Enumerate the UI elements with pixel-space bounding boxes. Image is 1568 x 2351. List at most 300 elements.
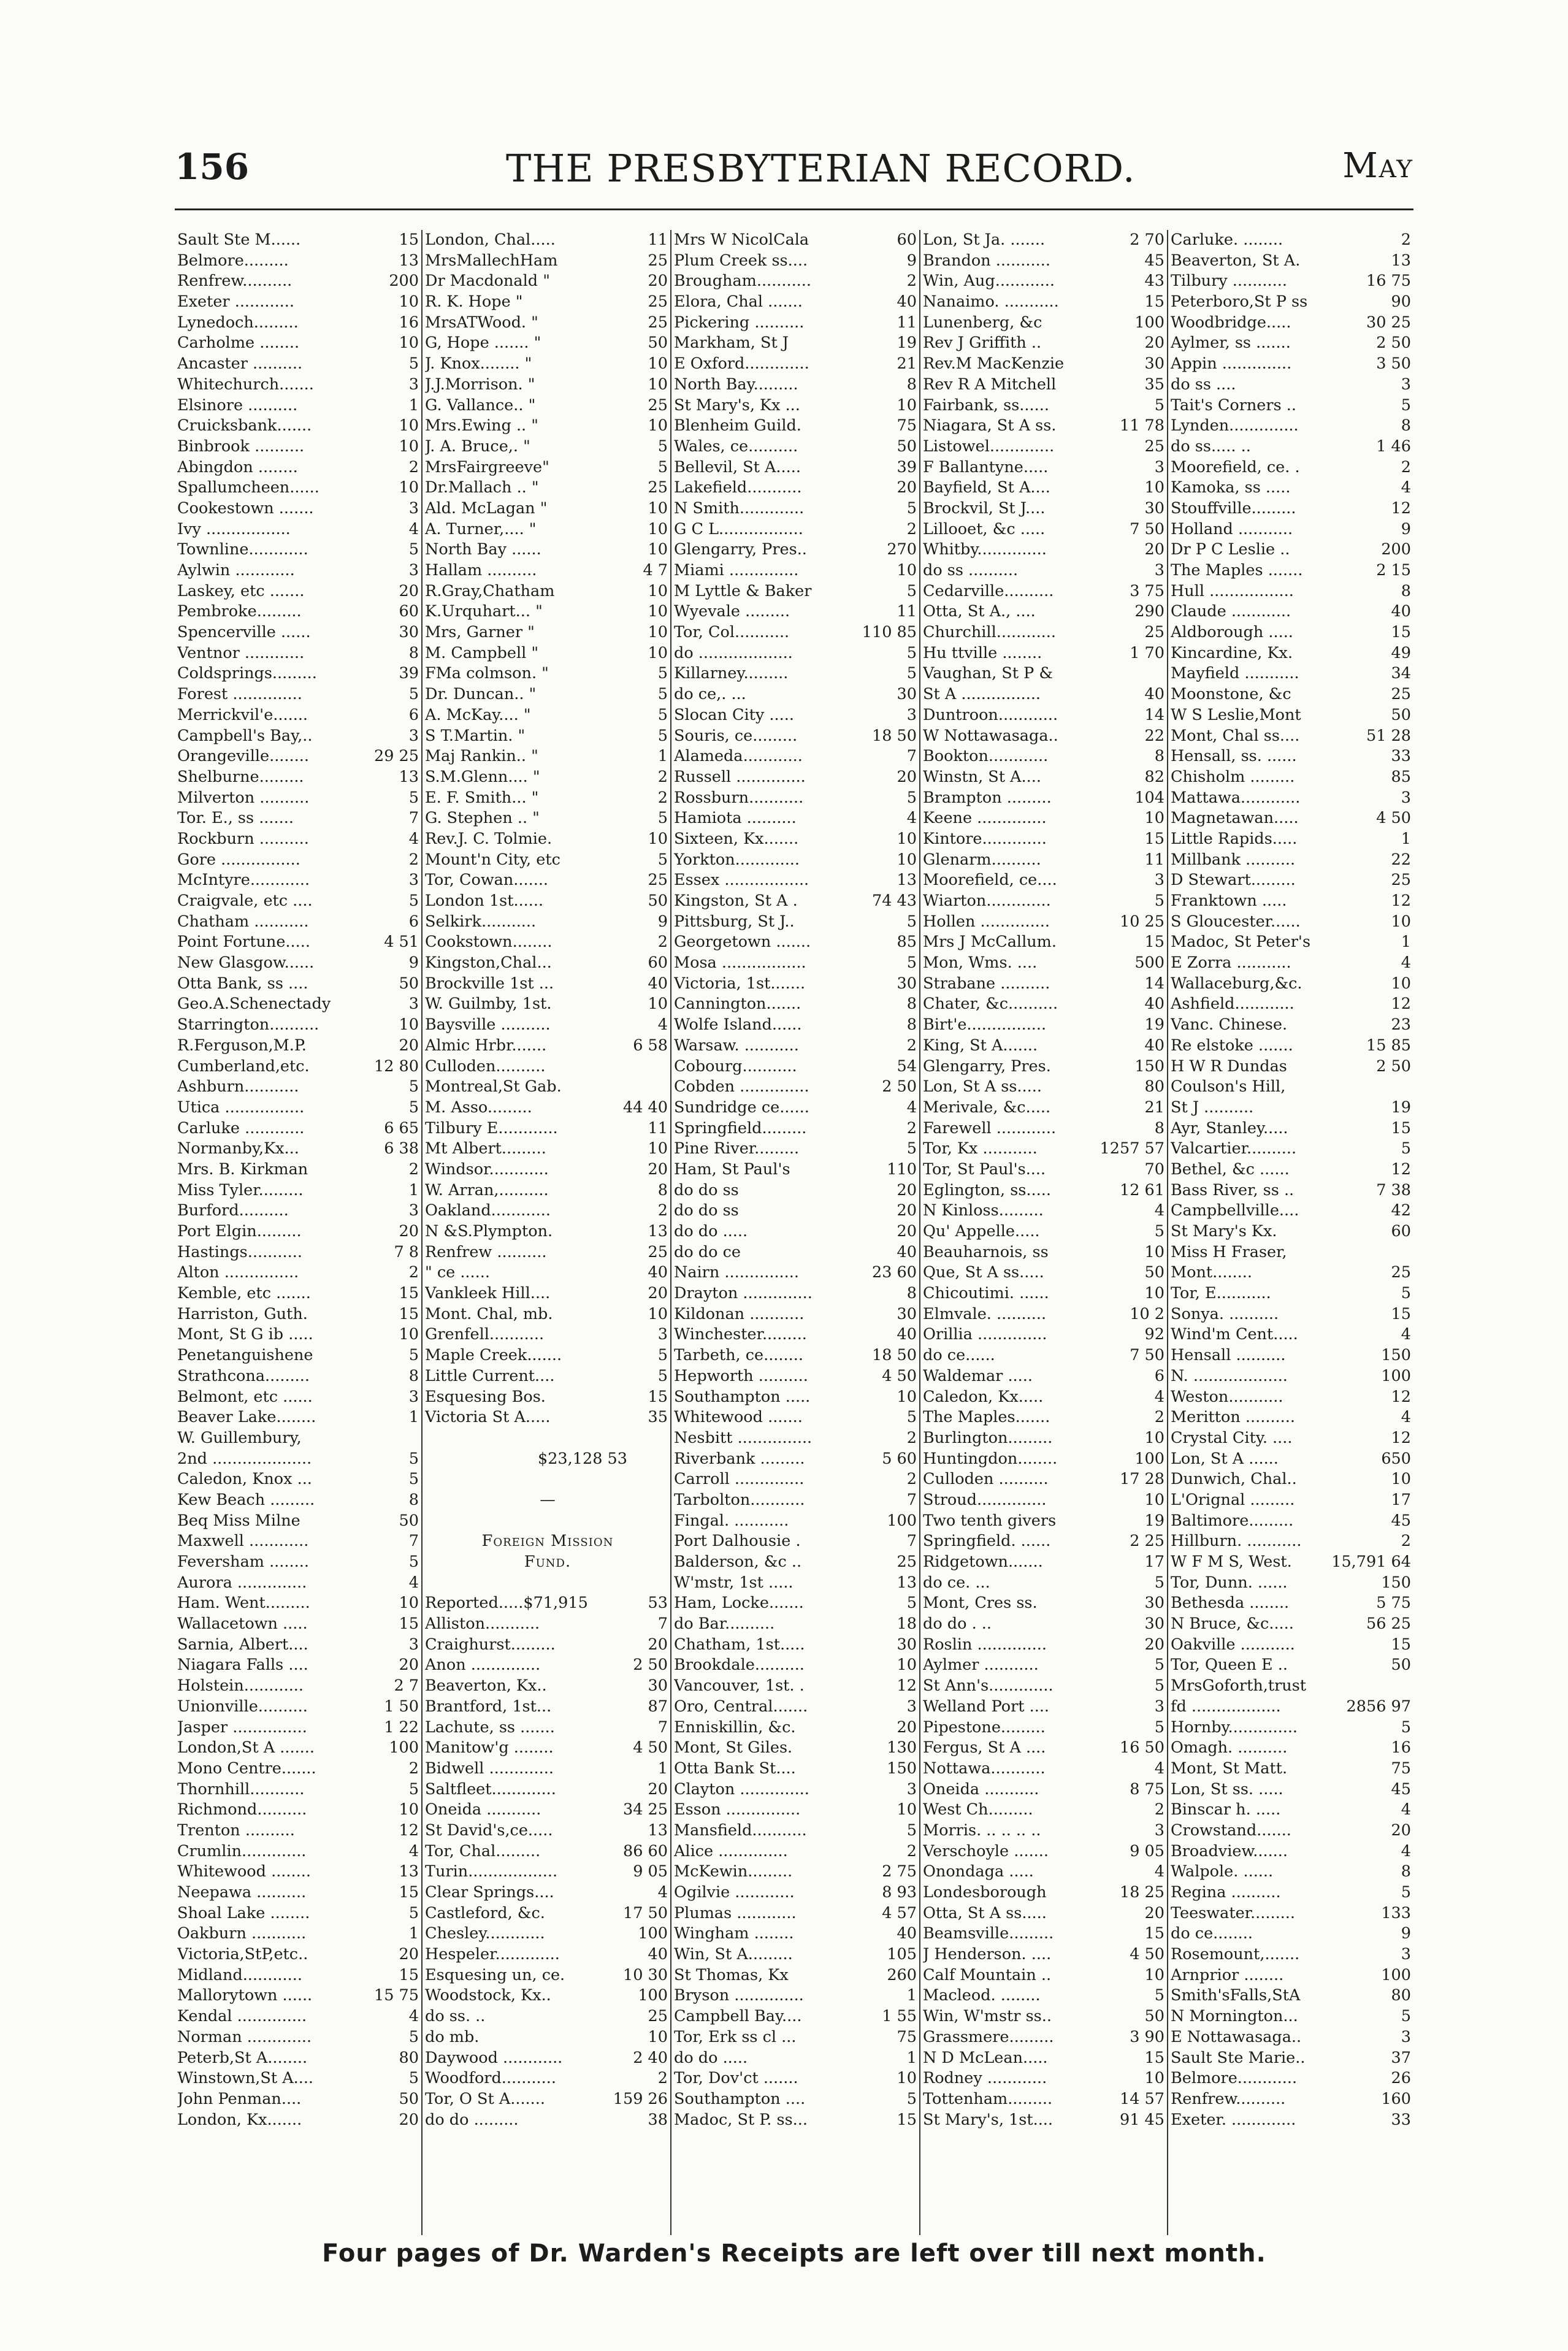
receipt-name: Millbank ..........: [1171, 850, 1296, 869]
receipt-amount: 13: [648, 1222, 668, 1240]
receipt-row: [923, 354, 1167, 375]
receipt-row: [1171, 746, 1413, 767]
receipt-row: [177, 560, 421, 581]
receipt-row: [177, 1944, 421, 1965]
receipt-amount: 86 60: [622, 1841, 668, 1860]
receipt-name: Burlington.........: [923, 1428, 1053, 1447]
receipt-name: Cedarville..........: [923, 581, 1054, 600]
receipt-row: [1171, 416, 1413, 437]
receipts-column-1: [175, 230, 421, 2235]
receipt-row: [177, 829, 421, 850]
receipt-amount: 4: [408, 829, 419, 848]
receipt-name: S Gloucester......: [1171, 912, 1301, 931]
receipt-name: Tor, Cowan.......: [425, 871, 549, 890]
receipt-amount: 5: [657, 685, 668, 704]
receipt-name: London, Kx.......: [177, 2110, 302, 2129]
receipt-row: [674, 767, 919, 788]
receipt-amount: 10: [399, 292, 419, 312]
receipt-row: [1171, 1883, 1413, 1903]
receipt-amount: 100: [1134, 313, 1165, 332]
receipt-row: [923, 1862, 1167, 1883]
receipt-amount: 5: [1154, 892, 1165, 910]
receipt-name: Aylmer, ss .......: [1171, 334, 1291, 353]
receipt-name: FMa colmson. ": [425, 664, 549, 683]
receipt-amount: 30: [1144, 1594, 1165, 1613]
receipt-name: Tarbolton...........: [674, 1490, 805, 1509]
receipt-amount: 85: [1391, 767, 1411, 786]
receipt-amount: 7: [657, 1615, 668, 1634]
receipt-name: Aurora ..............: [177, 1573, 307, 1592]
receipt-name: New Glasgow......: [177, 954, 315, 973]
receipt-row: [177, 2048, 421, 2069]
receipt-row: [674, 1573, 919, 1594]
receipt-row: [177, 953, 421, 974]
receipt-name: Nottawa...........: [923, 1759, 1046, 1778]
receipt-amount: 37: [1391, 2048, 1411, 2067]
receipt-name: Glenarm..........: [923, 850, 1041, 869]
receipt-name: Weston...........: [1171, 1387, 1283, 1406]
receipt-name: do do .........: [425, 2110, 519, 2129]
receipt-row: [177, 1593, 421, 1614]
receipt-amount: 5: [1154, 1573, 1165, 1592]
receipt-amount: 5: [906, 1594, 917, 1613]
receipt-amount: 30: [1144, 499, 1165, 518]
receipt-name: Churchill............: [923, 623, 1056, 642]
receipt-name: Esquesing un, ce.: [425, 1965, 565, 1984]
receipt-row: [177, 2006, 421, 2027]
receipt-row: [425, 1387, 670, 1408]
receipt-name: Rev R A Mitchell: [923, 375, 1057, 394]
receipt-row: [923, 1201, 1167, 1221]
receipt-name: Dr P C Leslie ..: [1171, 540, 1290, 559]
receipt-name: Merivale, &c.....: [923, 1098, 1051, 1117]
receipt-amount: 2: [1401, 1532, 1411, 1551]
receipt-amount: 19: [1391, 1098, 1411, 1117]
receipt-amount: 10: [897, 396, 917, 415]
receipt-amount: 10: [648, 2027, 668, 2046]
receipt-row: [177, 1366, 421, 1387]
receipt-name: Pipestone.........: [923, 1718, 1046, 1737]
receipt-name: Madoc, St P. ss...: [674, 2110, 808, 2129]
receipt-name: Claude ............: [1171, 602, 1291, 621]
receipt-amount: 100: [887, 1511, 917, 1530]
receipt-amount: 7: [408, 1532, 419, 1551]
receipt-name: Wyevale .........: [674, 602, 790, 621]
receipt-amount: 2: [657, 2069, 668, 2088]
receipt-name: Stouffville.........: [1171, 499, 1296, 518]
receipt-row: [923, 271, 1167, 292]
page-header: [175, 146, 1413, 201]
receipt-row: [177, 1201, 421, 1221]
receipt-row: [425, 1635, 670, 1656]
receipt-row: [674, 313, 919, 334]
receipt-name: Georgetown .......: [674, 933, 811, 952]
receipt-amount: 50: [1391, 1656, 1411, 1675]
receipt-amount: 10: [648, 623, 668, 642]
receipt-row: [674, 1552, 919, 1573]
receipt-amount: 39: [897, 457, 917, 476]
receipt-row: [425, 891, 670, 912]
receipt-amount: 5: [408, 2027, 419, 2046]
receipt-row: [1171, 1077, 1413, 1098]
receipt-name: Lynedoch.........: [177, 313, 299, 332]
receipt-amount: 130: [887, 1738, 917, 1757]
receipt-amount: 20: [897, 1718, 917, 1737]
receipt-name: Castleford, &c.: [425, 1903, 545, 1922]
receipt-row: [1171, 1118, 1413, 1139]
receipt-row: [674, 726, 919, 747]
receipt-amount: 90: [1391, 292, 1411, 312]
receipt-amount: 15: [1144, 1924, 1165, 1943]
receipt-row: [1171, 705, 1413, 726]
receipt-amount: 25: [648, 313, 668, 332]
receipt-row: [425, 684, 670, 705]
receipt-amount: 1: [906, 2048, 917, 2067]
receipt-name: Pembroke.........: [177, 602, 302, 621]
receipt-amount: 2: [657, 788, 668, 807]
receipt-row: [425, 437, 670, 457]
receipt-name: Rev.J. C. Tolmie.: [425, 829, 553, 848]
receipt-amount: 20: [897, 1222, 917, 1240]
receipt-name: W'mstr, 1st .....: [674, 1573, 794, 1592]
receipt-amount: 70: [1144, 1160, 1165, 1179]
receipt-name: North Bay.........: [674, 375, 798, 394]
receipt-amount: 5: [657, 664, 668, 683]
receipt-row: [674, 788, 919, 809]
receipt-row: [674, 2110, 919, 2131]
receipt-name: Hespeler.............: [425, 1945, 560, 1964]
receipt-amount: 35: [1144, 375, 1165, 394]
receipt-row: [674, 251, 919, 272]
receipt-row: [425, 974, 670, 995]
receipt-name: Strathcona.........: [177, 1366, 310, 1385]
receipt-row: [1171, 912, 1413, 933]
receipt-name: Peterboro,St P ss: [1171, 292, 1308, 312]
receipt-amount: 6: [408, 705, 419, 724]
receipt-row: [923, 1635, 1167, 1656]
footer-note: Four pages of Dr. Warden's Receipts are left over till next month.: [322, 2239, 1266, 2268]
receipt-amount: 80: [1144, 1077, 1165, 1096]
receipt-amount: 15: [1391, 623, 1411, 642]
receipt-amount: 12: [1391, 892, 1411, 910]
receipt-amount: 17: [1391, 1490, 1411, 1509]
receipt-name: The Maples.......: [923, 1408, 1050, 1427]
receipt-row: [1171, 1944, 1413, 1965]
receipt-row: [674, 1614, 919, 1635]
receipt-row: [923, 870, 1167, 891]
receipt-amount: 33: [1391, 747, 1411, 766]
receipt-amount: 20: [1144, 1635, 1165, 1654]
receipt-name: Southampton ....: [674, 2089, 806, 2108]
receipt-name: Dr. Duncan.. ": [425, 685, 537, 704]
receipt-amount: 5: [1401, 396, 1411, 415]
receipt-amount: 1 46: [1376, 437, 1411, 456]
receipt-row: [674, 1593, 919, 1614]
receipt-row: [1171, 1160, 1413, 1180]
receipt-row: [923, 1738, 1167, 1759]
receipt-amount: 20: [1391, 1821, 1411, 1840]
receipt-row: [1171, 1635, 1413, 1656]
receipt-row: [425, 1366, 670, 1387]
receipt-name: Southampton .....: [674, 1387, 811, 1406]
receipt-amount: 1: [408, 1180, 419, 1199]
receipt-amount: 25: [897, 1553, 917, 1571]
receipt-amount: 60: [897, 231, 917, 249]
receipt-name: Brockville 1st ...: [425, 974, 554, 993]
receipt-row: [177, 1614, 421, 1635]
receipt-row: [923, 1242, 1167, 1263]
receipt-name: Fairbank, ss......: [923, 396, 1049, 415]
receipt-amount: 105: [887, 1945, 917, 1964]
receipt-row: [1171, 1325, 1413, 1345]
header-rule: [175, 208, 1413, 210]
receipt-row: [923, 1697, 1167, 1718]
receipt-row: [923, 1903, 1167, 1924]
receipt-name: Grassmere.........: [923, 2027, 1054, 2046]
receipt-row: [425, 1263, 670, 1283]
receipt-row: [177, 1407, 421, 1428]
receipt-amount: 5: [408, 1077, 419, 1096]
receipt-name: Stroud..............: [923, 1490, 1047, 1509]
receipt-row: [177, 1903, 421, 1924]
receipt-name: —: [540, 1490, 556, 1509]
receipt-amount: 3: [1401, 788, 1411, 807]
receipt-amount: 5: [657, 1346, 668, 1365]
receipt-row: [425, 1718, 670, 1738]
receipt-amount: 6 65: [384, 1118, 419, 1137]
receipt-name: Glengarry, Pres.: [923, 1057, 1051, 1076]
receipt-row: [923, 313, 1167, 334]
receipt-row: [1171, 519, 1413, 540]
receipt-amount: 4: [1401, 1800, 1411, 1819]
receipt-amount: 5: [408, 540, 419, 559]
receipt-amount: 2 15: [1376, 561, 1411, 579]
receipt-row: [425, 251, 670, 272]
receipt-amount: 5: [408, 1098, 419, 1117]
receipt-amount: 5 60: [882, 1449, 917, 1468]
receipt-name: Townline............: [177, 540, 308, 559]
receipt-name: Exeter. .............: [1171, 2110, 1296, 2129]
receipt-amount: 14: [1144, 705, 1165, 724]
receipt-name: Souris, ce.........: [674, 726, 798, 745]
receipt-name: do ce........: [1171, 1924, 1253, 1943]
receipt-amount: 50: [399, 2089, 419, 2108]
receipt-amount: 6 58: [633, 1036, 668, 1055]
receipt-amount: 2: [906, 1428, 917, 1447]
receipt-amount: 4: [1154, 1862, 1165, 1881]
receipt-row: [1171, 726, 1413, 747]
receipt-row: [923, 1221, 1167, 1242]
receipt-amount: 23: [1391, 1015, 1411, 1034]
receipt-name: Rodney ............: [923, 2069, 1047, 2088]
receipt-amount: 75: [1391, 1759, 1411, 1778]
receipt-name: Chesley............: [425, 1924, 545, 1943]
receipt-name: Meritton ..........: [1171, 1408, 1295, 1427]
receipt-amount: 4: [657, 1015, 668, 1034]
receipt-name: Hull .................: [1171, 581, 1294, 600]
receipt-amount: 11: [648, 1118, 668, 1137]
receipt-amount: 5 75: [1376, 1594, 1411, 1613]
receipt-row: [177, 1221, 421, 1242]
receipt-name: Crowstand.......: [1171, 1821, 1291, 1840]
receipt-row: [1171, 292, 1413, 313]
receipt-row: [425, 1036, 670, 1057]
receipt-name: Carroll ..............: [674, 1470, 805, 1489]
receipt-amount: 20: [897, 478, 917, 497]
receipt-name: Kildonan ...........: [674, 1304, 805, 1323]
receipt-amount: 4: [1401, 478, 1411, 497]
receipt-name: Bellevil, St A.....: [674, 457, 801, 476]
receipt-name: Aldborough .....: [1171, 623, 1293, 642]
receipt-amount: 20: [897, 1180, 917, 1199]
receipt-row: [1171, 663, 1413, 684]
receipt-amount: 10: [648, 375, 668, 394]
receipt-row: [177, 1283, 421, 1304]
receipt-name: Holstein............: [177, 1676, 304, 1695]
receipt-amount: 4 51: [384, 933, 419, 952]
receipt-amount: 10: [648, 1304, 668, 1323]
receipt-row: [1171, 808, 1413, 829]
receipt-name: Victoria,StP,etc..: [177, 1945, 308, 1964]
receipt-row: [1171, 1593, 1413, 1614]
receipt-name: Burford..........: [177, 1201, 289, 1220]
receipt-amount: 4 7: [643, 561, 668, 579]
receipt-amount: 1 55: [882, 2007, 917, 2026]
receipt-name: Sundridge ce......: [674, 1098, 809, 1117]
receipt-row: [177, 850, 421, 871]
receipt-row: [923, 1160, 1167, 1180]
receipt-name: Geo.A.Schenectady: [177, 995, 331, 1014]
receipt-row: [674, 1635, 919, 1656]
receipt-row: [1171, 1821, 1413, 1841]
receipt-amount: 30: [897, 974, 917, 993]
receipt-name: A. Turner,.... ": [425, 519, 537, 538]
receipt-name: Mont, St Matt.: [1171, 1759, 1288, 1778]
receipt-row: [674, 1697, 919, 1718]
receipt-name: J.J.Morrison. ": [425, 375, 535, 394]
receipt-name: Hensall, ss. ......: [1171, 747, 1297, 766]
receipt-row: [923, 2048, 1167, 2069]
receipt-row: [177, 974, 421, 995]
receipt-row: [1171, 1283, 1413, 1304]
receipts-column-3: [670, 230, 919, 2235]
receipt-name: Wingham ........: [674, 1924, 794, 1943]
receipt-amount: 20: [897, 767, 917, 786]
receipt-amount: 2 50: [633, 1656, 668, 1675]
receipt-amount: 7 8: [394, 1242, 419, 1261]
receipt-amount: 11 78: [1119, 416, 1165, 435]
receipt-amount: 20: [399, 2110, 419, 2129]
receipt-row: [923, 1345, 1167, 1366]
receipt-name: St Mary's Kx.: [1171, 1222, 1277, 1240]
receipt-name: Manitow'g ........: [425, 1738, 554, 1757]
receipt-row: [923, 519, 1167, 540]
receipt-row: [923, 2068, 1167, 2089]
receipt-name: Bookton............: [923, 747, 1049, 766]
receipt-name: Brougham...........: [674, 272, 811, 291]
receipt-row: [425, 850, 670, 871]
receipt-row: [425, 643, 670, 664]
receipt-amount: 13: [897, 1573, 917, 1592]
receipt-name: Baysville ..........: [425, 1015, 551, 1034]
receipt-amount: 9 05: [633, 1862, 668, 1881]
receipt-row: [1171, 1180, 1413, 1201]
receipt-amount: 13: [399, 251, 419, 270]
receipt-name: Otta Bank, ss ....: [177, 974, 308, 993]
receipt-row: [425, 663, 670, 684]
receipt-row: [177, 891, 421, 912]
receipt-amount: 5: [657, 726, 668, 745]
receipt-amount: 2: [906, 519, 917, 538]
receipt-row: [425, 2110, 670, 2131]
receipt-row: [674, 1160, 919, 1180]
receipt-amount: 3: [408, 561, 419, 579]
receipt-name: Keene ..............: [923, 809, 1047, 828]
receipt-amount: 5: [408, 354, 419, 373]
receipt-amount: 1 22: [384, 1718, 419, 1737]
receipt-name: Mosa .................: [674, 954, 806, 973]
receipt-row: [923, 1614, 1167, 1635]
receipt-row: [177, 643, 421, 664]
receipt-amount: 1: [408, 1924, 419, 1943]
receipt-name: King, St A.......: [923, 1036, 1038, 1055]
receipt-name: Belmont, etc ......: [177, 1387, 313, 1406]
receipt-name: Orillia ..............: [923, 1325, 1047, 1344]
receipt-amount: 40: [897, 1242, 917, 1261]
receipt-amount: 30: [1144, 1615, 1165, 1634]
receipt-name: fd ..................: [1171, 1697, 1281, 1716]
receipt-name: Mont. Chal, mb.: [425, 1304, 553, 1323]
receipt-row: [425, 540, 670, 560]
receipt-amount: 4: [408, 2007, 419, 2026]
receipt-name: Tor, O St A.......: [425, 2089, 545, 2108]
receipt-row: [923, 1676, 1167, 1697]
receipt-amount: 4: [1401, 1325, 1411, 1344]
receipt-amount: 5: [657, 705, 668, 724]
receipts-columns: [175, 230, 1413, 2235]
receipt-row: [674, 416, 919, 437]
receipt-amount: 2: [1154, 1408, 1165, 1427]
receipt-row: [923, 1180, 1167, 1201]
receipt-name: Sarnia, Albert....: [177, 1635, 308, 1654]
receipt-row: [177, 416, 421, 437]
receipt-row: [674, 1924, 919, 1944]
receipt-name: Springfield. ......: [923, 1532, 1051, 1551]
receipt-amount: 5: [906, 1408, 917, 1427]
receipt-row: [425, 1841, 670, 1862]
receipt-row: [674, 540, 919, 560]
receipt-row: [674, 1139, 919, 1160]
receipt-row: [674, 271, 919, 292]
receipt-row: [425, 560, 670, 581]
receipt-amount: 3: [1401, 1945, 1411, 1964]
receipt-name: Pittsburg, St J..: [674, 912, 795, 931]
receipt-name: London, Chal.....: [425, 231, 556, 249]
receipt-name: Jasper ...............: [177, 1718, 307, 1737]
receipt-row: [425, 1759, 670, 1779]
receipt-name: Glengarry, Pres..: [674, 540, 807, 559]
receipt-row: [674, 1986, 919, 2006]
receipt-amount: 5: [1401, 1718, 1411, 1737]
receipt-row: [177, 746, 421, 767]
receipt-amount: 3 90: [1130, 2027, 1165, 2046]
receipt-row: [923, 850, 1167, 871]
receipt-row: [425, 1242, 670, 1263]
receipt-row: [177, 2027, 421, 2048]
receipt-name: Mallorytown ......: [177, 1986, 313, 2005]
receipt-amount: 60: [1391, 1222, 1411, 1240]
receipt-row: [1171, 974, 1413, 995]
